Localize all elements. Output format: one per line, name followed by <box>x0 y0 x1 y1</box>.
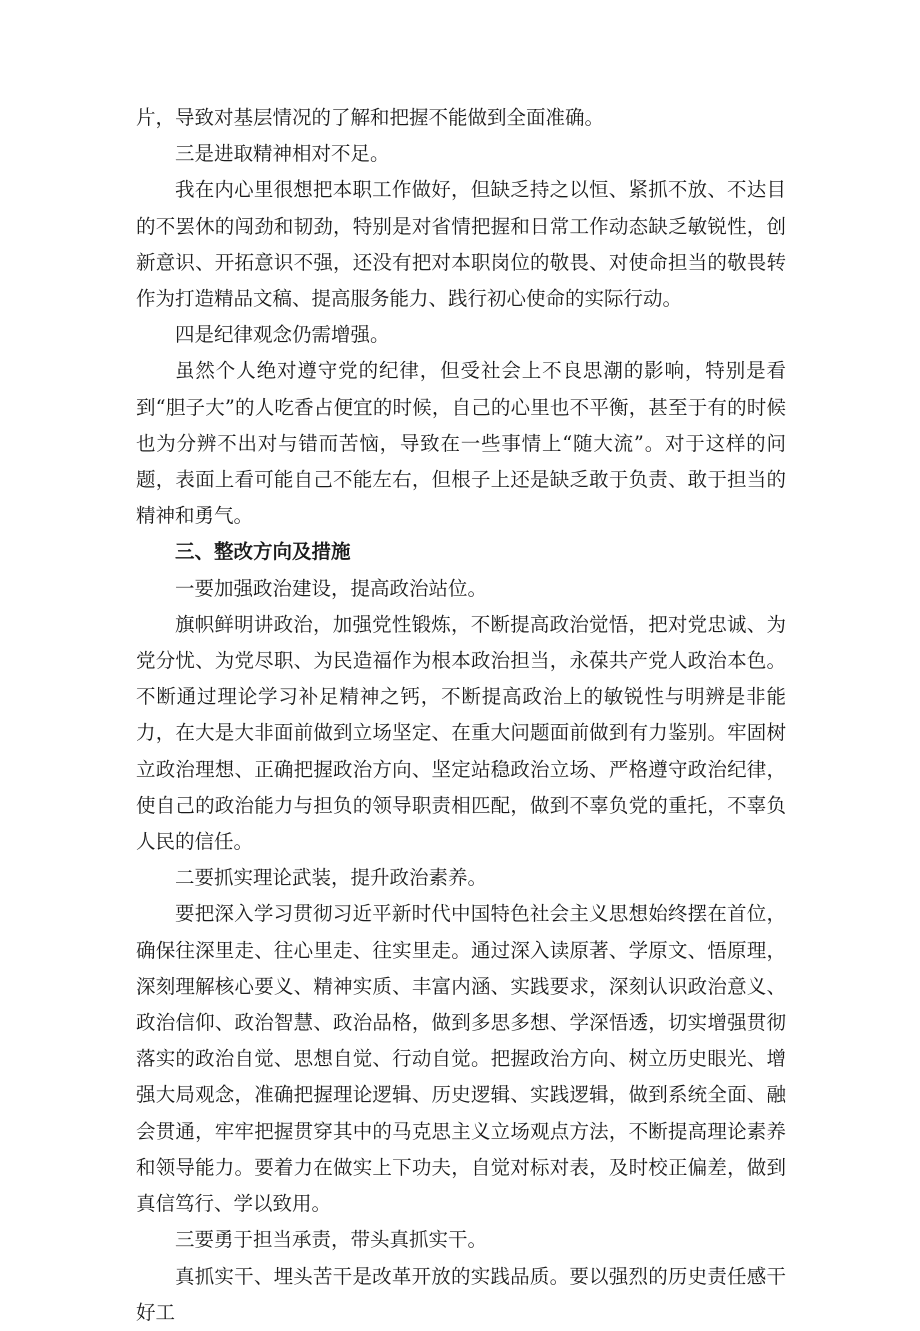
paragraph-point-three: 三是进取精神相对不足。 <box>175 142 390 166</box>
paragraph-measure-one: 一要加强政治建设，提高政治站位。 <box>175 576 488 600</box>
paragraph-point-four: 四是纪律观念仍需增强。 <box>175 323 390 347</box>
paragraph-measure-two: 二要抓实理论武装，提升政治素养。 <box>175 866 488 890</box>
paragraph-body: 真抓实干、埋头苦干是改革开放的实践品质。要以强烈的历史责任感干好工 <box>136 1264 786 1324</box>
section-heading: 三、整改方向及措施 <box>175 540 351 564</box>
paragraph-body: 我在内心里很想把本职工作做好，但缺乏持之以恒、紧抓不放、不达目的不罢休的闯劲和韧劲，特别是对省情把握和日常工作动态缺乏敏锐性，创新意识、开拓意识不强，还没有把对本职岗位的敬畏、对使命担当的敬畏转作为打造精品文稿、提高服务能力、践行初心使命的实际行动。 <box>136 178 786 311</box>
document-body <box>136 100 786 1331</box>
paragraph-measure-three: 三要勇于担当承责，带头真抓实干。 <box>175 1228 488 1252</box>
paragraph-body: 虽然个人绝对遵守党的纪律，但受社会上不良思潮的影响，特别是看到“胆子大”的人吃香占便宜的时候，自己的心里也不平衡，甚至于有的时候也为分辨不出对与错而苦恼，导致在一些事情上“随大流”。对于这样的问题，表面上看可能自己不能左右，但根子上还是缺乏敢于负责、敢于担当的精神和勇气。 <box>136 359 786 528</box>
paragraph-body: 旗帜鲜明讲政治，加强党性锻炼，不断提高政治觉悟，把对党忠诚、为党分忧、为党尽职、为民造福作为根本政治担当，永葆共产党人政治本色。不断通过理论学习补足精神之钙，不断提高政治上的敏锐性与明辨是非能力，在大是大非面前做到立场坚定、在重大问题面前做到有力鉴别。牢固树立政治理想、正确把握政治方向、坚定站稳政治立场、严格遵守政治纪律，使自己的政治能力与担负的领导职责相匹配，做到不辜负党的重托，不辜负人民的信任。 <box>136 612 786 854</box>
paragraph-continuation: 片，导致对基层情况的了解和把握不能做到全面准确。 <box>136 106 605 129</box>
paragraph-body: 要把深入学习贯彻习近平新时代中国特色社会主义思想始终摆在首位，确保往深里走、往心里走、往实里走。通过深入读原著、学原文、悟原理，深刻理解核心要义、精神实质、丰富内涵、实践要求，深刻认识政治意义、政治信仰、政治智慧、政治品格，做到多思多想、学深悟透，切实增强贯彻落实的政治自觉、思想自觉、行动自觉。把握政治方向、树立历史眼光、增强大局观念，准确把握理论逻辑、历史逻辑、实践逻辑，做到系统全面、融会贯通，牢牢把握贯穿其中的马克思主义立场观点方法，不断提高理论素养和领导能力。要着力在做实上下功夫，自觉对标对表，及时校正偏差，做到真信笃行、学以致用。 <box>136 902 786 1216</box>
